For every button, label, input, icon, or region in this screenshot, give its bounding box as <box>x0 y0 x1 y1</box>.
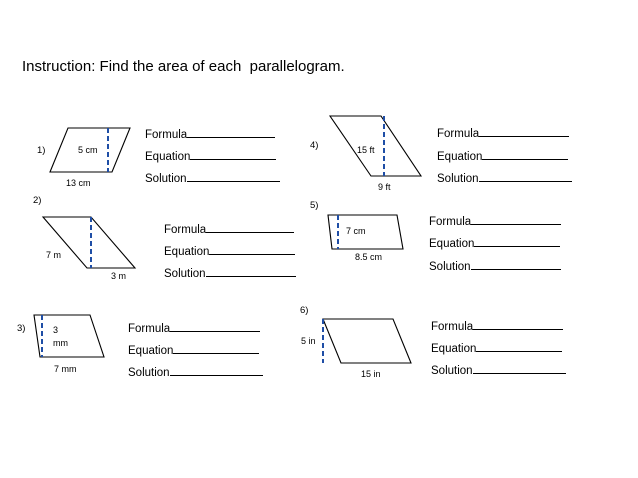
equation-label: Equation <box>164 246 210 258</box>
problem-number-6: 6) <box>300 305 309 316</box>
base-label-3: 7 mm <box>54 364 77 374</box>
formula-label: Formula <box>128 323 171 335</box>
height-label-6: 5 in <box>301 336 316 346</box>
parallelogram-4 <box>330 116 421 176</box>
formula-field-3[interactable] <box>128 320 260 336</box>
base-label-1: 13 cm <box>66 178 91 188</box>
height-label-5: 7 cm <box>346 226 366 236</box>
base-label-4: 9 ft <box>378 182 391 192</box>
base-label-5: 8.5 cm <box>355 252 383 262</box>
solution-label: Solution <box>145 173 187 185</box>
solution-field-6[interactable] <box>431 362 566 378</box>
formula-field-5[interactable] <box>429 213 561 229</box>
formula-label: Formula <box>145 129 188 141</box>
height-label-3-line2: mm <box>53 338 68 348</box>
solution-label: Solution <box>437 173 479 185</box>
formula-field-6[interactable] <box>431 318 563 334</box>
formula-label: Formula <box>429 216 472 228</box>
side-label-2: 7 m <box>46 250 62 260</box>
problem-number-1: 1) <box>37 145 46 156</box>
solution-label: Solution <box>164 268 206 280</box>
formula-label: Formula <box>164 224 207 236</box>
solution-field-5[interactable] <box>429 258 561 274</box>
equation-label: Equation <box>437 151 483 163</box>
height-label-3-line1: 3 <box>53 325 59 335</box>
solution-field-4[interactable] <box>437 170 572 186</box>
problem-number-2: 2) <box>33 195 42 206</box>
equation-label: Equation <box>128 345 174 357</box>
instruction-heading: Instruction: Find the area of each parallelogram. <box>22 58 345 75</box>
equation-label: Equation <box>431 343 477 355</box>
formula-field-4[interactable] <box>437 125 569 141</box>
base-label-6: 15 in <box>361 369 381 379</box>
problem-number-5: 5) <box>310 200 319 211</box>
equation-field-2[interactable] <box>164 243 295 259</box>
formula-label: Formula <box>437 128 480 140</box>
formula-field-2[interactable] <box>164 221 294 237</box>
height-label-1: 5 cm <box>78 145 98 155</box>
solution-field-3[interactable] <box>128 364 263 380</box>
base-label-2: 3 m <box>111 271 127 281</box>
solution-field-1[interactable] <box>145 170 280 186</box>
equation-field-3[interactable] <box>128 342 259 358</box>
equation-field-1[interactable] <box>145 148 276 164</box>
height-label-4: 15 ft <box>357 145 375 155</box>
equation-field-6[interactable] <box>431 340 562 356</box>
solution-label: Solution <box>429 261 471 273</box>
solution-label: Solution <box>431 365 473 377</box>
equation-field-4[interactable] <box>437 148 568 164</box>
parallelogram-2 <box>43 217 135 268</box>
equation-label: Equation <box>429 238 475 250</box>
problem-number-4: 4) <box>310 140 319 151</box>
problem-number-3: 3) <box>17 323 26 334</box>
parallelogram-3 <box>34 315 104 357</box>
equation-field-5[interactable] <box>429 235 560 251</box>
parallelogram-6 <box>323 319 411 363</box>
solution-label: Solution <box>128 367 170 379</box>
solution-field-2[interactable] <box>164 265 296 281</box>
formula-field-1[interactable] <box>145 126 275 142</box>
equation-label: Equation <box>145 151 191 163</box>
formula-label: Formula <box>431 321 474 333</box>
